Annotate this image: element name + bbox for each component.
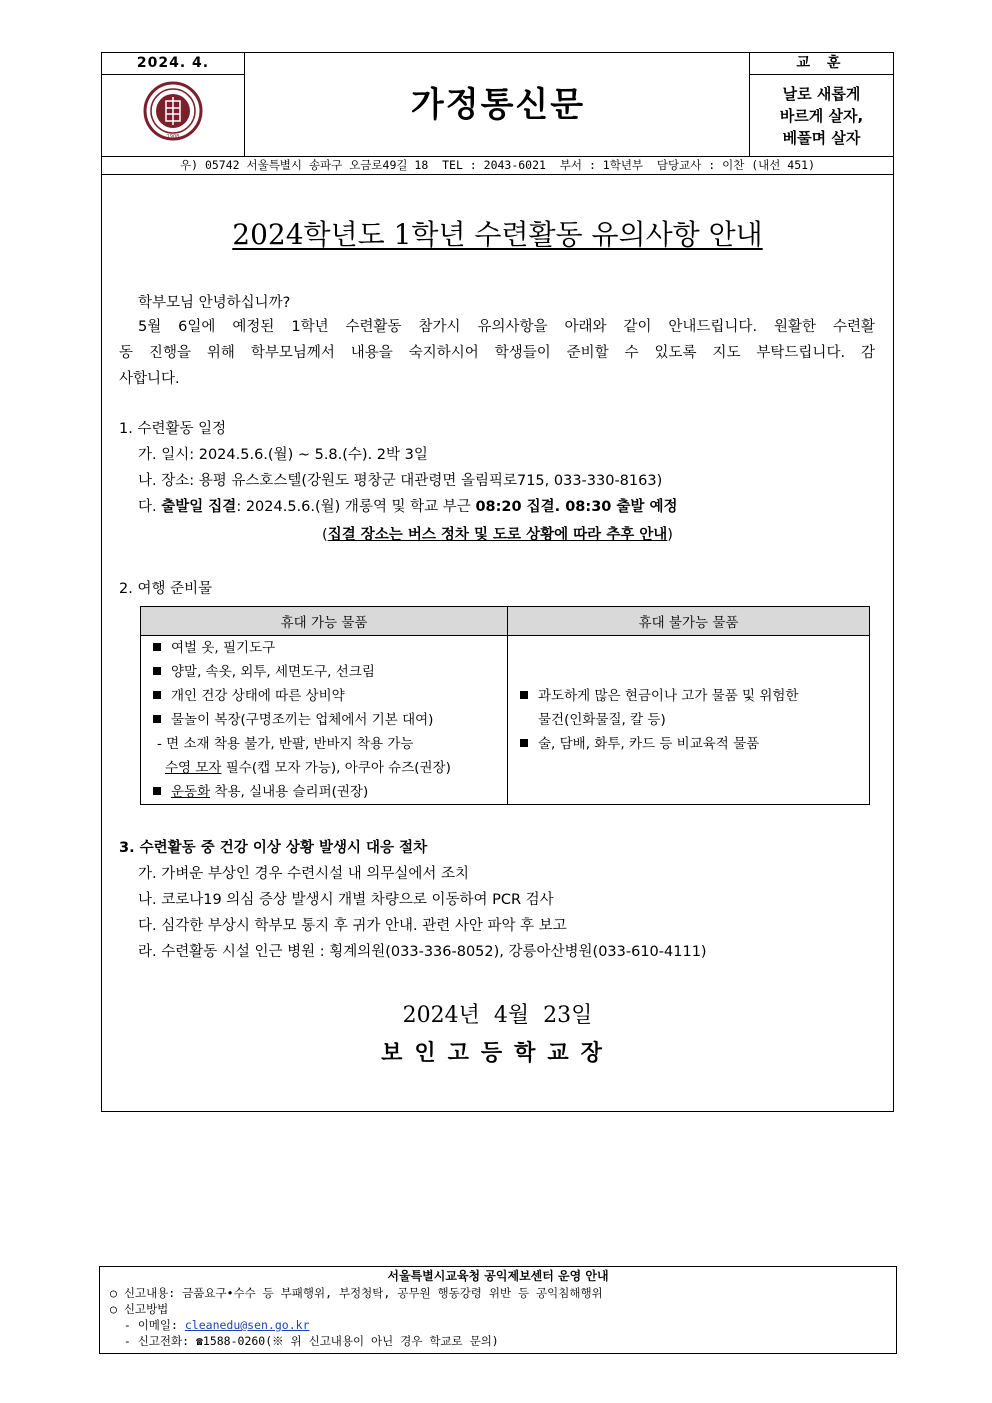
list-subitem: - 면 소재 착용 불가, 반팔, 반바지 착용 가능	[157, 736, 414, 752]
letter-header	[102, 53, 893, 157]
assembly-time: 08:20 집결. 08:30 출발 예정	[475, 499, 678, 515]
section-heading: 3. 수련활동 중 건강 이상 상황 발생시 대응 절차	[119, 840, 428, 856]
motto-text	[750, 75, 893, 149]
schedule-place: 나. 장소: 용평 유스호스텔(강원도 평창군 대관령면 올림픽로715, 033-330-8163)	[138, 473, 663, 489]
allowed-items-cell	[141, 636, 508, 805]
bullet-icon	[520, 739, 528, 747]
document-frame	[101, 52, 894, 1112]
packing-table	[140, 606, 870, 805]
list-item: 양말, 속옷, 외투, 세면도구, 선크림	[141, 660, 507, 684]
section-heading: 2. 여행 준비물	[119, 581, 213, 597]
list-item: 과도하게 많은 현금이나 고가 물품 및 위험한	[508, 684, 869, 708]
section-heading: 1. 수련활동 일정	[119, 421, 227, 437]
sneakers-text: 운동화	[171, 784, 211, 800]
schedule-assembly	[138, 495, 678, 516]
list-item-cont: 물건(인화물질, 칼 등)	[538, 712, 666, 728]
motto-label: 교 훈	[750, 53, 893, 75]
document-title: 2024학년도 1학년 수련활동 유의사항 안내	[232, 218, 763, 251]
email-label: - 이메일:	[110, 1318, 185, 1332]
schedule-date: 가. 일시: 2024.5.6.(월) ~ 5.8.(수). 2박 3일	[138, 447, 428, 463]
assembly-detail: : 2024.5.6.(월) 개롱역 및 학교 부근	[236, 499, 476, 515]
email-link[interactable]: cleanedu@sen.go.kr	[184, 1318, 310, 1332]
list-item: 술, 담배, 화투, 카드 등 비교육적 물품	[508, 732, 869, 756]
item-prefix: 다.	[138, 499, 162, 515]
assembly-label: 출발일 집결	[161, 499, 237, 515]
col-forbidden-header: 휴대 불가능 물품	[508, 607, 870, 636]
procedure-item: 가. 가벼운 부상인 경우 수련시설 내 의무실에서 조치	[138, 866, 470, 882]
note-paren: (	[322, 527, 328, 543]
list-item: 여벌 옷, 필기도구	[141, 636, 507, 660]
notice-line: ○ 신고방법	[110, 1302, 169, 1316]
notice-title: 서울특별시교육청 공익제보센터 운영 안내	[387, 1269, 609, 1283]
forbidden-items-cell	[508, 636, 870, 805]
bullet-icon	[153, 691, 161, 699]
motto-line: 바르게 살자,	[779, 107, 864, 125]
bullet-icon	[153, 787, 161, 795]
list-item: 운동화 착용, 실내용 슬리퍼(권장)	[141, 780, 507, 804]
assembly-note-text: 집결 장소는 버스 정차 및 도로 상황에 따라 추후 안내	[327, 527, 668, 543]
intro-line: 동 진행을 위해 학부모님께서 내용을 숙지하시어 학생들이 준비할 수 있도록 지도 부탁드립니다. 감	[119, 345, 875, 361]
bullet-icon	[153, 667, 161, 675]
col-allowed-header: 휴대 가능 물품	[141, 607, 508, 636]
header-motto-cell	[749, 53, 893, 157]
school-seal-icon	[143, 81, 203, 141]
motto-line: 베풀며 살자	[782, 129, 861, 147]
notice-line: - 신고전화: ☎1588-0260(※ 위 신고내용이 아닌 경우 학교로 문의)	[110, 1334, 499, 1348]
greeting: 학부모님 안녕하십니까?	[138, 295, 291, 311]
procedure-item: 라. 수련활동 시설 인근 병원 : 횡계의원(033-336-8052), 강릉아산병원(033-610-4111)	[138, 944, 707, 960]
assembly-note	[102, 523, 893, 544]
note-paren: )	[667, 527, 673, 543]
newsletter-title: 가정통신문	[410, 85, 586, 125]
principal-signature: 보인고등학교장	[381, 1040, 614, 1066]
bullet-icon	[153, 643, 161, 651]
notice-line: ○ 신고내용: 금품요구•수수 등 부패행위, 부정청탁, 공무원 행동강령 위반 등 공익침해행위	[110, 1286, 603, 1300]
procedure-item: 다. 심각한 부상시 학부모 통지 후 귀가 안내. 관련 사안 파악 후 보고	[138, 918, 567, 934]
school-address: 우) 05742 서울특별시 송파구 오금로49길 18 TEL : 2043-6021 부서 : 1학년부 담당교사 : 이찬 (내선 451)	[102, 157, 893, 175]
intro-line: 사합니다.	[119, 371, 180, 387]
whistleblower-notice	[99, 1266, 897, 1354]
motto-line: 날로 새롭게	[782, 85, 861, 103]
list-item: 개인 건강 상태에 따른 상비약	[141, 684, 507, 708]
list-subitem: 수영 모자 필수(캡 모자 가능), 아쿠아 슈즈(권장)	[165, 760, 451, 776]
bullet-icon	[153, 715, 161, 723]
list-item: 물놀이 복장(구명조끼는 업체에서 기본 대여)	[141, 708, 507, 732]
swim-cap-text: 수영 모자	[165, 760, 222, 776]
notice-line	[100, 1317, 896, 1333]
issue-date: 2024. 4.	[102, 53, 244, 75]
svg-text:1908: 1908	[166, 134, 180, 140]
header-left-cell	[102, 53, 245, 157]
issue-full-date: 2024년 4월 23일	[402, 1003, 593, 1028]
procedure-item: 나. 코로나19 의심 증상 발생시 개별 차량으로 이동하여 PCR 검사	[138, 892, 554, 908]
bullet-icon	[520, 691, 528, 699]
intro-line: 5월 6일에 예정된 1학년 수련활동 참가시 유의사항을 아래와 같이 안내드립니다. 원활한 수련활	[138, 319, 875, 335]
